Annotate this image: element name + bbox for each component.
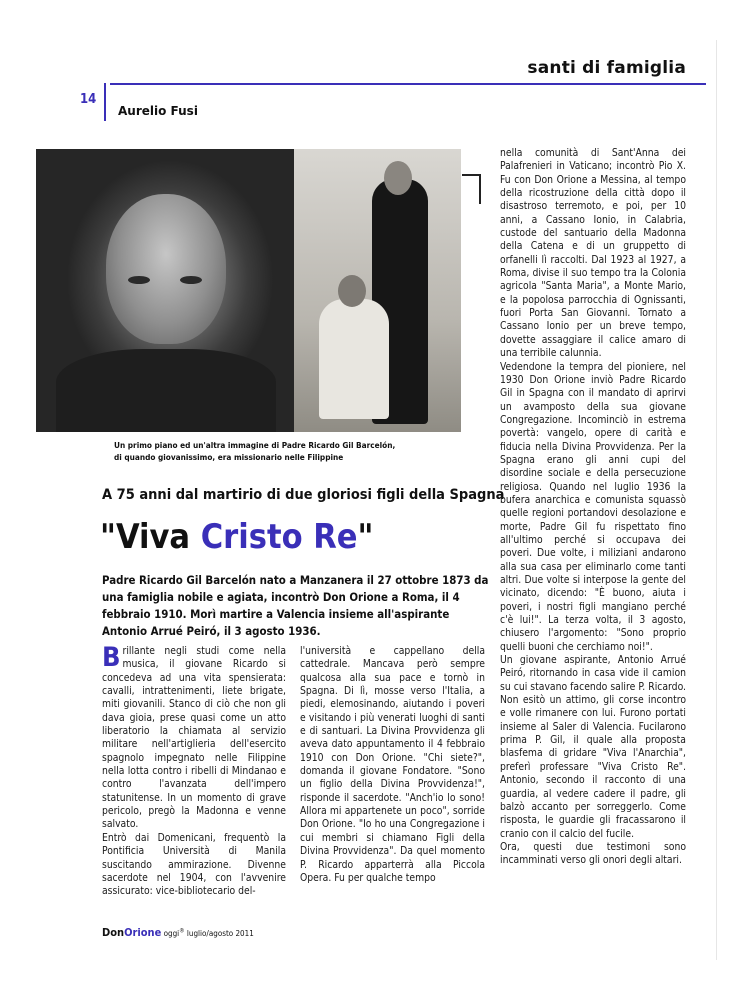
section-title: santi di famiglia — [527, 58, 686, 78]
paragraph: Ora, questi due testimoni sono incamminati verso gli onori degli altari. — [500, 840, 686, 867]
group-photo — [294, 149, 461, 432]
portrait-face — [106, 194, 226, 344]
article-column-3 — [500, 147, 686, 868]
article-photos — [36, 149, 461, 432]
paragraph: l'università e cappellano della cattedrale. Mancava però sempre qualcosa alla sua pace e tornò in Spagna. Di lì, mosse verso l'Italia, a piedi, elemosinando, aiutando i poveri e visitando i più venerati luoghi di santi e di santuari. La Divina Provvidenza gli aveva dato appuntamento il 4 febbraio 1910 con Don Orione. "Chi siete?", domanda il giovane Fondatore. "Sono un figlio della Divina Provvidenza!", risponde il sacerdote. "Anch'io lo sono! Allora mi appartenete un poco", sorride Don Orione. "Io ho una Congregazione i cui membri si chiamano Figli della Divina Provvidenza". Da quel momento P. Ricardo apparterrà alla Piccola Opera. Fu per qualche tempo — [300, 645, 485, 884]
page-number: 14 — [80, 92, 97, 107]
photo-caption — [114, 439, 444, 463]
paragraph: Entrò dai Domenicani, frequentò la Pontificia Università di Manila suscitando ammirazione. Divenne sacerdote nel 1904, con l'avvenire assicurato: vice-bibliotecario del- — [102, 831, 286, 898]
paragraph: Vedendone la tempra del pioniere, nel 1930 Don Orione inviò Padre Ricardo Gil in Spagna con il mandato di aprirvi un avamposto della sua giovane Congregazione. Incominciò in estrema povertà: vangelo, opere di carità e fiducia nella Divina Provvidenza. Per la Spagna erano gli anni cupi del disordine sociale e della persecuzione religiosa. Quando nel luglio 1936 la bufera anarchica e comunista squassò quelle regioni portandovi desolazione e morte, Padre Gil fu rispettato fino all'ultimo perché si occupava dei poveri. Due volte, i miliziani andarono alla sua casa per eliminarlo come tanti altri. Due volte si interpose la gente del vicinato, dicendo: "È buono, aiuta i poveri, i nostri figli mangiano perché c'è lui!". La terza volta, il 3 agosto, chiusero l'argomento: "Sono proprio quelli buoni che cerchiamo noi!". — [500, 360, 686, 653]
caption-line: di quando giovanissimo, era missionario nelle Filippine — [114, 452, 344, 462]
issue-date: luglio/agosto 2011 — [186, 929, 254, 938]
brand-orione: Orione — [124, 926, 162, 939]
page-edge-line — [716, 40, 717, 960]
drop-cap: B — [102, 642, 121, 673]
brand-don: Don — [102, 926, 125, 939]
photo-bracket — [462, 174, 480, 176]
paragraph: Un giovane aspirante, Antonio Arrué Peiró, ritornando in casa vide il camion su cui stavano facendo salire P. Ricardo. Non esitò un attimo, gli corse incontro e volle rimanere con lui. Furono portati insieme al Saler di Valencia. Fucilarono prima P. Gil, il quale alla proposta blasfema di gridare "Viva l'Anarchia", preferì professare "Viva Cristo Re". Antonio, secondo il racconto di una guardia, al vedere cadere il padre, gli balzò accanto per sorreggerlo. Come risposta, le guardie gli fracassarono il cranio con il calcio del fucile. — [500, 654, 686, 840]
seated-figure-head — [338, 275, 366, 307]
header-rule — [110, 83, 706, 85]
registered-mark: ® — [179, 927, 185, 935]
magazine-footer — [102, 926, 254, 939]
article-summary: Padre Ricardo Gil Barcelón nato a Manzanera il 27 ottobre 1873 da una famiglia nobile e agiata, incontrò Don Orione a Roma, il 4 febbraio 1910. Morì martire a Valencia insieme all'aspirante Antonio Arrué Peiró, il 3 agosto 1936. — [102, 573, 489, 638]
portrait-eye-right — [180, 276, 202, 284]
headline-quote-open: "Viva — [100, 517, 201, 557]
article-column-2 — [300, 645, 485, 885]
portrait-photo — [36, 149, 294, 432]
article-column-1 — [102, 642, 286, 899]
header-rule-vertical — [104, 83, 106, 121]
caption-line: Un primo piano ed un'altra immagine di Padre Ricardo Gil Barcelón, — [114, 440, 396, 450]
paragraph: nella comunità di Sant'Anna dei Palafrenieri in Vaticano; incontrò Pio X. Fu con Don Orione a Messina, al tempo della ricostruzione della città dopo il disastroso terremoto, e poi, per 10 anni, a Cassano Ionio, in Calabria, custode del santuario della Madonna della Catena e di un gruppetto di orfanelli lì raccolti. Dal 1923 al 1927, a Roma, divise il suo tempo tra la Colonia agricola "Santa Maria", a Monte Mario, e la popolosa parrocchia di Ognissanti, fuori Porta San Giovanni. Tornato a Cassano Ionio per un breve tempo, dovette assaggiare il calice amaro di una terribile calunnia. — [500, 147, 686, 360]
article-headline — [100, 517, 373, 557]
headline-quote-close: " — [357, 517, 374, 557]
standing-figure-head — [384, 161, 412, 195]
article-kicker: A 75 anni dal martirio di due gloriosi figli della Spagna — [102, 487, 505, 503]
brand-oggi: oggi — [163, 929, 180, 938]
seated-figure — [319, 299, 389, 419]
portrait-eye-left — [128, 276, 150, 284]
paragraph-text: rillante negli studi come nella musica, il giovane Ricardo si concedeva ad una vita spensierata: cavalli, intrattenimenti, liete brigate, miti giovanili. Stanco di ciò che non gli dava gioia, prese quasi come un atto liberatorio la chiamata al servizio militare nell'artiglieria dell'esercito spagnolo impegnato nelle Filippine nella lotta contro i ribelli di Mindanao e contro l'avanzata dell'impero statunitense. In un momento di grave pericolo, pregò la Madonna e venne salvato. — [102, 645, 286, 831]
portrait-coat — [56, 349, 276, 432]
headline-accent: Cristo Re — [200, 517, 358, 557]
photo-bracket-side — [479, 174, 481, 204]
paragraph — [102, 642, 286, 832]
author-name: Aurelio Fusi — [118, 104, 198, 118]
